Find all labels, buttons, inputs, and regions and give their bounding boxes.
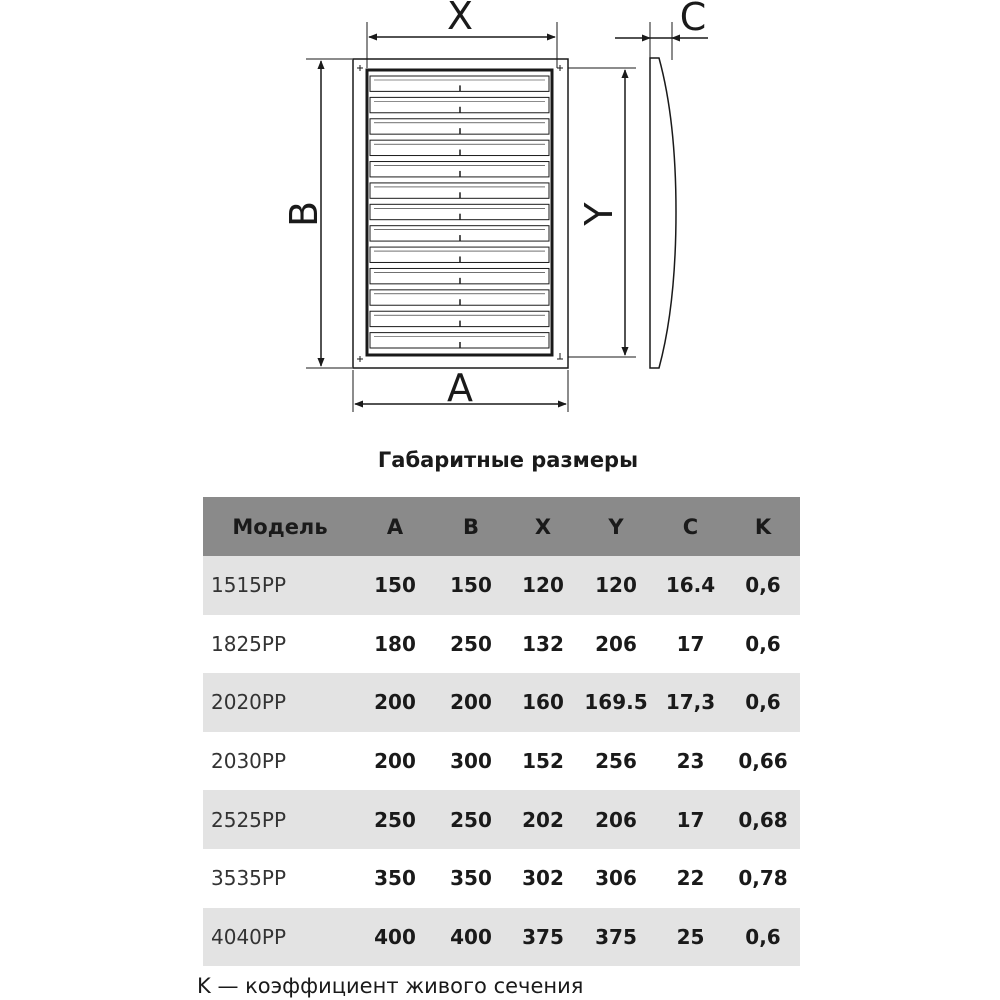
table-row — [203, 790, 800, 849]
cell-x: 120 — [509, 556, 577, 615]
cell-b: 250 — [433, 790, 509, 849]
header-a: A — [357, 497, 433, 556]
label-b: B — [282, 200, 326, 228]
cell-b: 150 — [433, 556, 509, 615]
cell-model: 2525PP — [203, 790, 357, 849]
cell-c: 25 — [655, 908, 726, 967]
table-title: Габаритные размеры — [377, 448, 639, 472]
cell-a: 400 — [357, 908, 433, 967]
header-x: X — [509, 497, 577, 556]
cell-y: 120 — [577, 556, 655, 615]
cell-a: 150 — [357, 556, 433, 615]
cell-c: 17 — [655, 790, 726, 849]
grille-side-profile — [650, 58, 676, 368]
header-c: C — [655, 497, 726, 556]
footnote: K — коэффициент живого сечения — [197, 974, 584, 998]
cell-y: 169.5 — [577, 673, 655, 732]
cell-k: 0,6 — [726, 908, 800, 967]
cell-c: 16.4 — [655, 556, 726, 615]
cell-k: 0,66 — [738, 749, 788, 774]
cell-model: 2020PP — [203, 673, 357, 732]
cell-b: 400 — [433, 908, 509, 967]
cell-x: 375 — [509, 908, 577, 967]
table-row — [203, 908, 800, 967]
cell-model: 1825PP — [211, 631, 287, 656]
cell-model: 4040PP — [203, 908, 357, 967]
cell-x: 152 — [522, 749, 564, 774]
cell-model: 2030PP — [211, 749, 287, 774]
cell-c: 17,3 — [655, 673, 726, 732]
cell-c: 17 — [676, 631, 705, 656]
cell-y: 375 — [577, 908, 655, 967]
cell-k: 0,78 — [738, 866, 788, 891]
cell-k: 0,6 — [726, 556, 800, 615]
cell-model: 3535PP — [211, 866, 287, 891]
cell-k: 0,6 — [745, 631, 781, 656]
cell-x: 160 — [509, 673, 577, 732]
cell-b: 350 — [450, 866, 492, 891]
cell-a: 200 — [374, 749, 416, 774]
cell-c: 22 — [676, 866, 705, 891]
label-c: C — [679, 0, 707, 39]
cell-y: 256 — [595, 749, 637, 774]
header-model: Модель — [203, 497, 357, 556]
cell-x: 202 — [509, 790, 577, 849]
table-row — [203, 615, 800, 674]
cell-a: 250 — [357, 790, 433, 849]
cell-b: 300 — [450, 749, 492, 774]
header-b: B — [433, 497, 509, 556]
label-y: Y — [577, 202, 621, 226]
dimensions-table — [203, 497, 800, 966]
table-row — [203, 732, 800, 791]
label-x: X — [446, 0, 474, 38]
cell-y: 306 — [595, 866, 637, 891]
label-a: A — [447, 366, 473, 410]
header-k: K — [726, 497, 800, 556]
cell-b: 250 — [450, 631, 492, 656]
cell-b: 200 — [433, 673, 509, 732]
cell-y: 206 — [577, 790, 655, 849]
cell-k: 0,6 — [726, 673, 800, 732]
grille-technical-drawing — [0, 0, 1000, 440]
cell-y: 206 — [595, 631, 637, 656]
table-row — [203, 556, 800, 615]
cell-c: 23 — [676, 749, 705, 774]
table-header-row — [203, 497, 800, 556]
cell-a: 180 — [374, 631, 416, 656]
table-row — [203, 849, 800, 908]
cell-model: 1515PP — [203, 556, 357, 615]
cell-a: 350 — [374, 866, 416, 891]
cell-x: 132 — [522, 631, 564, 656]
cell-a: 200 — [357, 673, 433, 732]
cell-x: 302 — [522, 866, 564, 891]
table-row — [203, 673, 800, 732]
cell-k: 0,68 — [726, 790, 800, 849]
header-y: Y — [577, 497, 655, 556]
